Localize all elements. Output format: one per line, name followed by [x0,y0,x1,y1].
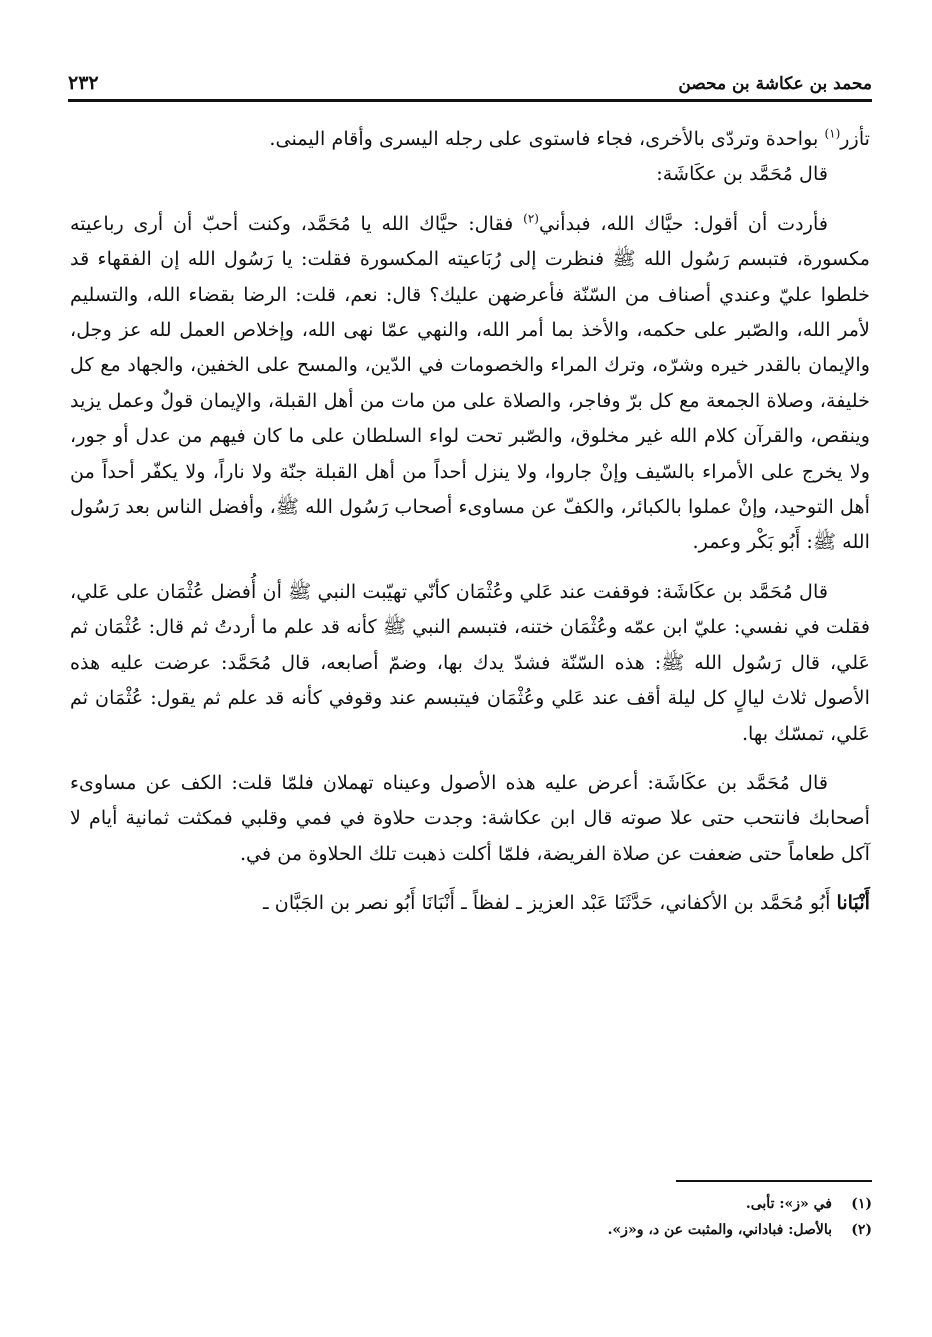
running-title: محمد بن عكاشة بن محصن [678,74,872,94]
paragraph-5: قال مُحَمَّد بن عكَاشَة: أعرض عليه هذه الأصول وعيناه تهملان فلمّا قلت: الكف عن مساوىء أصحابك فانتحب حتى علا صوته قال ابن عكاشة: وجدت حلاوة في فمي وقلبي فمكثت ثمانية أيام لا آكل طعاماً حتى ضعفت عن صلاة الفريضة، فلمّا أكلت ذهبت تلك الحلاوة من في. [70,770,870,865]
footnote-2 [70,1217,872,1243]
header-rule [68,99,872,102]
page-header [68,60,872,94]
footnote-1 [70,1191,872,1217]
footnote-number: (٢) [851,1222,872,1238]
footnotes [70,1191,872,1243]
main-text [70,121,870,921]
footnote-ref-2[interactable]: (٢) [523,211,539,226]
paragraph-4: قال مُحَمَّد بن عكَاشَة: فوقفت عند عَلي وعُثْمَان كأنّي تهيّبت النبي ﷺ أن أُفضل عُثْمَان على عَلي، فقلت في نفسي: عليّ ابن عمّه وعُثْمَان ختنه، فتبسم النبي ﷺ كأنه قد علم ما أردتُ ثم قال: عُثْمَان ثم عَلي، قال رَسُول الله ﷺ: هذه السّنّة فشدّ يدك بها، وضمّ أصابعه، قال مُحَمَّد: عرضت عليه هذه الأصول ثلاث ليالٍ كل ليلة أقف عند عَلي وعُثْمَان فيتبسم عند وقوفي كأنه قد علم ثم يقول: عُثْمَان ثم عَلي، تمسّك بها. [70,579,870,745]
paragraph-2: قال مُحَمَّد بن عكَاشَة: [656,162,828,186]
paragraph-3: فأردت أن أقول: حيَّاك الله، فبدأني$^{(٢)}$ فقال: حيَّاك الله يا مُحَمَّد، وكنت أحبّ أن أرى رباعيته مكسورة، فتبسم رَسُول الله ﷺ فنظرت إلى رُبَاعيته المكسورة فقلت: يا رَسُول الله إن الفقهاء قد خلطوا عليّ وعندي أصناف من السّنّة فأعرضهن عليك؟ قال: نعم، قلت: الرضا بقضاء الله، والتسليم لأمر الله، والصّبر على حكمه، والأخذ بما أمر الله، والنهي عمّا نهى الله، وإخلاص العمل لله عز وجل، والإيمان بالقدر خيره وشرّه، وترك المراء والخصومات في الدّين، والمسح على الخفين، والجهاد مع كل خليفة، وصلاة الجمعة مع كل برّ وفاجر، والصلاة على من مات من أهل القبلة، والإيمان قولٌ وعمل يزيد وينقص، والقرآن كلام الله غير مخلوق، والصّبر تحت لواء السلطان على ما كان فيهم من عدل أو جور، ولا يخرج على الأمراء بالسّيف وإنْ جاروا، ولا ينزل أحداً من أهل القبلة جنّة ولا ناراً، ولا يكفّر أحداً من أهل التوحيد، وإنْ عملوا بالكبائر، والكفّ عن مساوىء أصحاب رَسُول الله ﷺ، وأفضل الناس بعد رَسُول الله ﷺ: أَبُو بَكْر وعمر. [70,211,870,554]
footnote-ref-1[interactable]: (١) [824,126,841,141]
footnote-rule [676,1180,872,1182]
page-number: ٢٣٢ [68,72,99,94]
chain-lead-word: أَنْبَانا [836,891,870,915]
paragraph-1: تأزر$^{(١)}$ بواحدة وتردّى بالأخرى، فجاء فاستوى على رجله اليسرى وأقام اليمنى. [269,126,870,150]
footnote-text: بالأصل: فباداني، والمثبت عن د، و«ز». [607,1222,832,1238]
paragraph-6: أَنْبَانا أَبُو مُحَمَّد بن الأكفاني، حَدَّثَنَا عَبْد العزيز ـ لفظاً ـ أَنْبَانَا أَبُو نصر بن الجَبَّان ـ [263,891,870,915]
footnote-number: (١) [851,1196,872,1212]
footnote-text: في «ز»: تأبى. [745,1196,832,1212]
